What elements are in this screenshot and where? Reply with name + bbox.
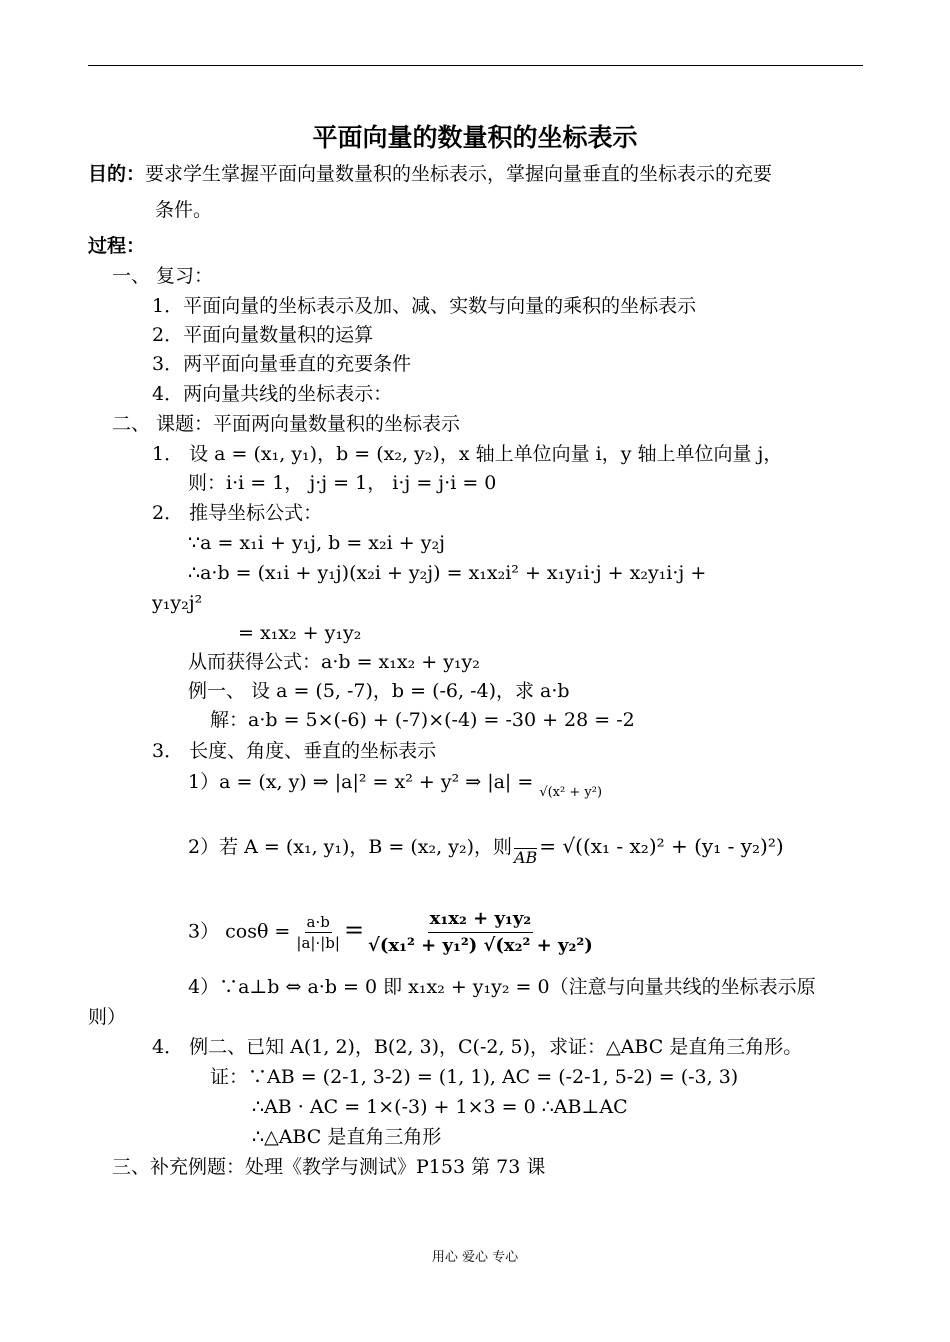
extra-heading: 三、补充例题：处理《教学与测试》P153 第 73 课 <box>112 1156 546 1178</box>
length-formula-text: 1）a = (x, y) ⇒ |a|² = x² + y² ⇒ |a| = <box>188 771 540 793</box>
cos-big-numerator: x₁x₂ + y₁y₂ <box>428 906 534 933</box>
formula-line: 从而获得公式：a·b = x₁x₂ + y₁y₂ <box>188 651 480 673</box>
proof-line: 证：∵AB = (2-1, 3-2) = (1, 1), AC = (-2-1, 5-2) = (-3, 3) <box>210 1066 739 1088</box>
example-1: 例一、 设 a = (5, -7)，b = (-6, -4)，求 a·b <box>188 680 570 702</box>
derivation-line: y₁y₂j² <box>152 592 203 614</box>
length-formula <box>188 768 602 799</box>
lesson-point-2: 2． 推导坐标公式： <box>152 502 323 524</box>
purpose-label: 目的： <box>88 163 146 185</box>
cos-formula <box>188 906 593 959</box>
equals-sign: = <box>343 915 365 944</box>
cos-numerator: a·b <box>306 913 330 931</box>
proof-line: ∴AB · AC = 1×(-3) + 1×3 = 0 ∴AB⊥AC <box>252 1096 628 1118</box>
perpendicular-condition: 4）∵a⊥b ⇔ a·b = 0 即 x₁x₂ + y₁y₂ = 0（注意与向量共线的坐标表示原 <box>188 976 816 998</box>
length-root: √(x² + y²) <box>539 785 603 800</box>
example-1-solution: 解：a·b = 5×(-6) + (-7)×(-4) = -30 + 28 = -2 <box>210 709 635 731</box>
review-heading: 一、 复习： <box>112 265 214 287</box>
header-rule <box>88 65 863 66</box>
lesson-point-1: 1． 设 a = (x₁, y₁)，b = (x₂, y₂)，x 轴上单位向量 i，y 轴上单位向量 j， <box>152 443 783 465</box>
footer-text: 用心 爱心 专心 <box>431 1250 519 1265</box>
review-item: 3．两平面向量垂直的充要条件 <box>152 353 412 375</box>
vector-ab: AB <box>513 848 538 867</box>
distance-text: 2）若 A = (x₁, y₁)，B = (x₂, y₂)，则 <box>188 836 512 858</box>
proof-line: ∴△ABC 是直角三角形 <box>252 1126 442 1148</box>
purpose-line <box>88 160 772 188</box>
derivation-line: = x₁x₂ + y₁y₂ <box>238 622 362 644</box>
cos-big-fraction <box>368 906 593 959</box>
derivation-line: ∵a = x₁i + y₁j, b = x₂i + y₂j <box>188 532 445 554</box>
lesson-point-1-cont: 则：i·i = 1， j·j = 1， i·j = j·i = 0 <box>188 472 497 494</box>
process-label: 过程： <box>88 235 146 257</box>
distance-formula <box>188 832 784 867</box>
lesson-point-3: 3． 长度、角度、垂直的坐标表示 <box>152 740 437 762</box>
derivation-line: ∴a·b = (x₁i + y₁j)(x₂i + y₂j) = x₁x₂i² + x₁y₁i·j + x₂y₁i·j + <box>188 562 707 584</box>
cos-denominator: |a|·|b| <box>296 934 340 952</box>
review-item: 4．两向量共线的坐标表示： <box>152 383 393 405</box>
purpose-text-cont: 条件。 <box>155 199 213 221</box>
purpose-text: 要求学生掌握平面向量数量积的坐标表示，掌握向量垂直的坐标表示的充要 <box>145 163 773 185</box>
review-item: 2．平面向量数量积的运算 <box>152 324 374 346</box>
page-title: 平面向量的数量积的坐标表示 <box>312 123 638 152</box>
perpendicular-condition-cont: 则） <box>88 1006 127 1028</box>
review-item: 1．平面向量的坐标表示及加、减、实数与向量的乘积的坐标表示 <box>152 295 697 317</box>
lesson-point-4: 4． 例二、已知 A(1, 2)，B(2, 3)，C(-2, 5)，求证：△ABC 是直角三角形。 <box>152 1036 803 1058</box>
cos-big-denominator: √(x₁² + y₁²) √(x₂² + y₂²) <box>368 935 593 956</box>
lesson-heading: 二、 课题：平面两向量数量积的坐标表示 <box>112 413 461 435</box>
distance-root: = √((x₁ - x₂)² + (y₁ - y₂)²) <box>539 834 784 858</box>
cos-label: 3） cosθ = <box>188 920 297 943</box>
cos-small-fraction <box>296 912 340 953</box>
